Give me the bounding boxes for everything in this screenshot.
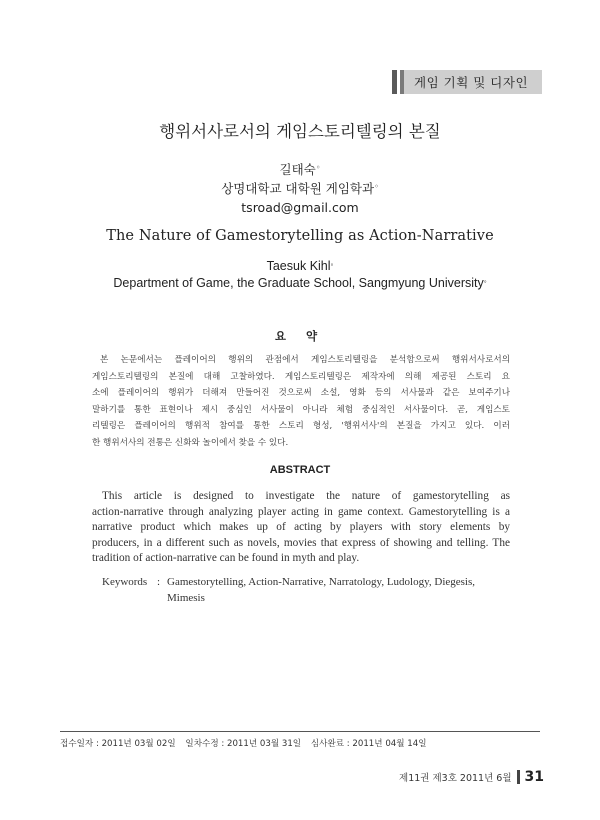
date-accepted: 심사완료 : 2011년 04월 14일 bbox=[310, 739, 427, 749]
affiliation-english: Department of Game, the Graduate School, Sangmyung University bbox=[113, 276, 484, 290]
abstract-english-line: tradition of action-narrative can be found in myth and play. bbox=[92, 552, 360, 565]
abstract-english-heading: ABSTRACT bbox=[269, 464, 331, 476]
page-number: 31 bbox=[524, 769, 544, 785]
abstract-english-line: This article is designed to investigate the nature of gamestorytelling as bbox=[102, 490, 510, 502]
abstract-english-line: narrative product which makes up of acting by players with story elements by bbox=[92, 521, 510, 534]
date-received: 접수일자 : 2011년 03월 02일 bbox=[60, 739, 176, 749]
author-block-english bbox=[0, 258, 600, 292]
abstract-korean-line: 본 논문에서는 플레이어의 행위의 관점에서 게임스토리텔링을 분석함으로써 행위서사로서의 bbox=[100, 355, 510, 365]
abstract-korean-line: 리텔링은 플레이어의 행위적 참여를 통한 스토리 형성, '행위서사'의 본질을 가지고 있다. 이러 bbox=[92, 421, 510, 431]
keywords-line: Gamestorytelling, Action-Narrative, Narratology, Ludology, Diegesis, bbox=[167, 576, 476, 588]
abstract-korean-heading: 요 약 bbox=[274, 329, 326, 343]
author-english-line bbox=[0, 258, 600, 275]
abstract-korean-line: 게임스토리텔링의 본질에 대해 고찰하였다. 게임스토리텔링은 제작자에 의해 제공된 스토리 요 bbox=[92, 371, 510, 382]
abstract-korean-line: 말하기를 통한 표현이나 제시 중심인 서사물이 아니라 체험 중심적인 서사물이다. 곧, 게임스토 bbox=[92, 404, 510, 415]
author-block-korean bbox=[0, 160, 600, 217]
section-tag bbox=[392, 70, 542, 94]
abstract-korean-line: 소에 플레이어의 행위가 더해져 만들어진 것으로써 소설, 영화 등의 서사물과 같은 보여주기나 bbox=[92, 388, 510, 398]
footnote-divider bbox=[60, 731, 540, 732]
review-dates bbox=[60, 737, 434, 749]
author-email: tsroad@gmail.com bbox=[241, 200, 359, 215]
publication-info: 제11권 제3호 2011년 6월 bbox=[399, 773, 512, 784]
page-footer bbox=[399, 769, 544, 785]
section-tag-label: 게임 기획 및 디자인 bbox=[404, 70, 542, 94]
abstract-english-line: action-narrative through analyzing player acting in game context. Gamestorytelling is a bbox=[92, 505, 510, 518]
affiliation-korean: 상명대학교 대학원 게임학과 bbox=[221, 181, 375, 196]
keywords-line: Mimesis bbox=[167, 591, 205, 604]
author-name-english: Taesuk Kihl bbox=[266, 259, 331, 273]
paper-title-english: The Nature of Gamestorytelling as Action-Narrative bbox=[106, 228, 494, 244]
abstract-english-line: producers, in a different such as novels, movies that express of showing and telling. The bbox=[92, 536, 510, 549]
keywords-row bbox=[102, 575, 522, 606]
abstract-korean-line: 한 행위서사의 전통은 신화와 놀이에서 찾을 수 있다. bbox=[92, 437, 289, 448]
affiliation-marker: ◦ bbox=[374, 182, 379, 191]
abstract-english-body bbox=[92, 489, 510, 567]
author-name-korean: 길태숙 bbox=[279, 162, 316, 177]
affiliation-english-line bbox=[0, 275, 600, 292]
author-marker: ◦ bbox=[315, 163, 321, 172]
keywords-label: Keywords bbox=[102, 576, 148, 588]
footer-separator bbox=[517, 770, 520, 784]
abstract-korean-body bbox=[92, 352, 510, 451]
keywords-block bbox=[102, 575, 522, 606]
affiliation-korean-line bbox=[0, 179, 600, 198]
paper-title-korean: 행위서사로서의 게임스토리텔링의 본질 bbox=[159, 122, 441, 141]
author-korean-line bbox=[0, 160, 600, 179]
author-marker-en: ◦ bbox=[330, 260, 334, 269]
keywords-values bbox=[167, 575, 522, 606]
affiliation-marker-en: ◦ bbox=[483, 277, 487, 286]
date-revised: 일차수정 : 2011년 03월 31일 bbox=[185, 739, 302, 749]
keywords-colon: : bbox=[157, 576, 161, 588]
